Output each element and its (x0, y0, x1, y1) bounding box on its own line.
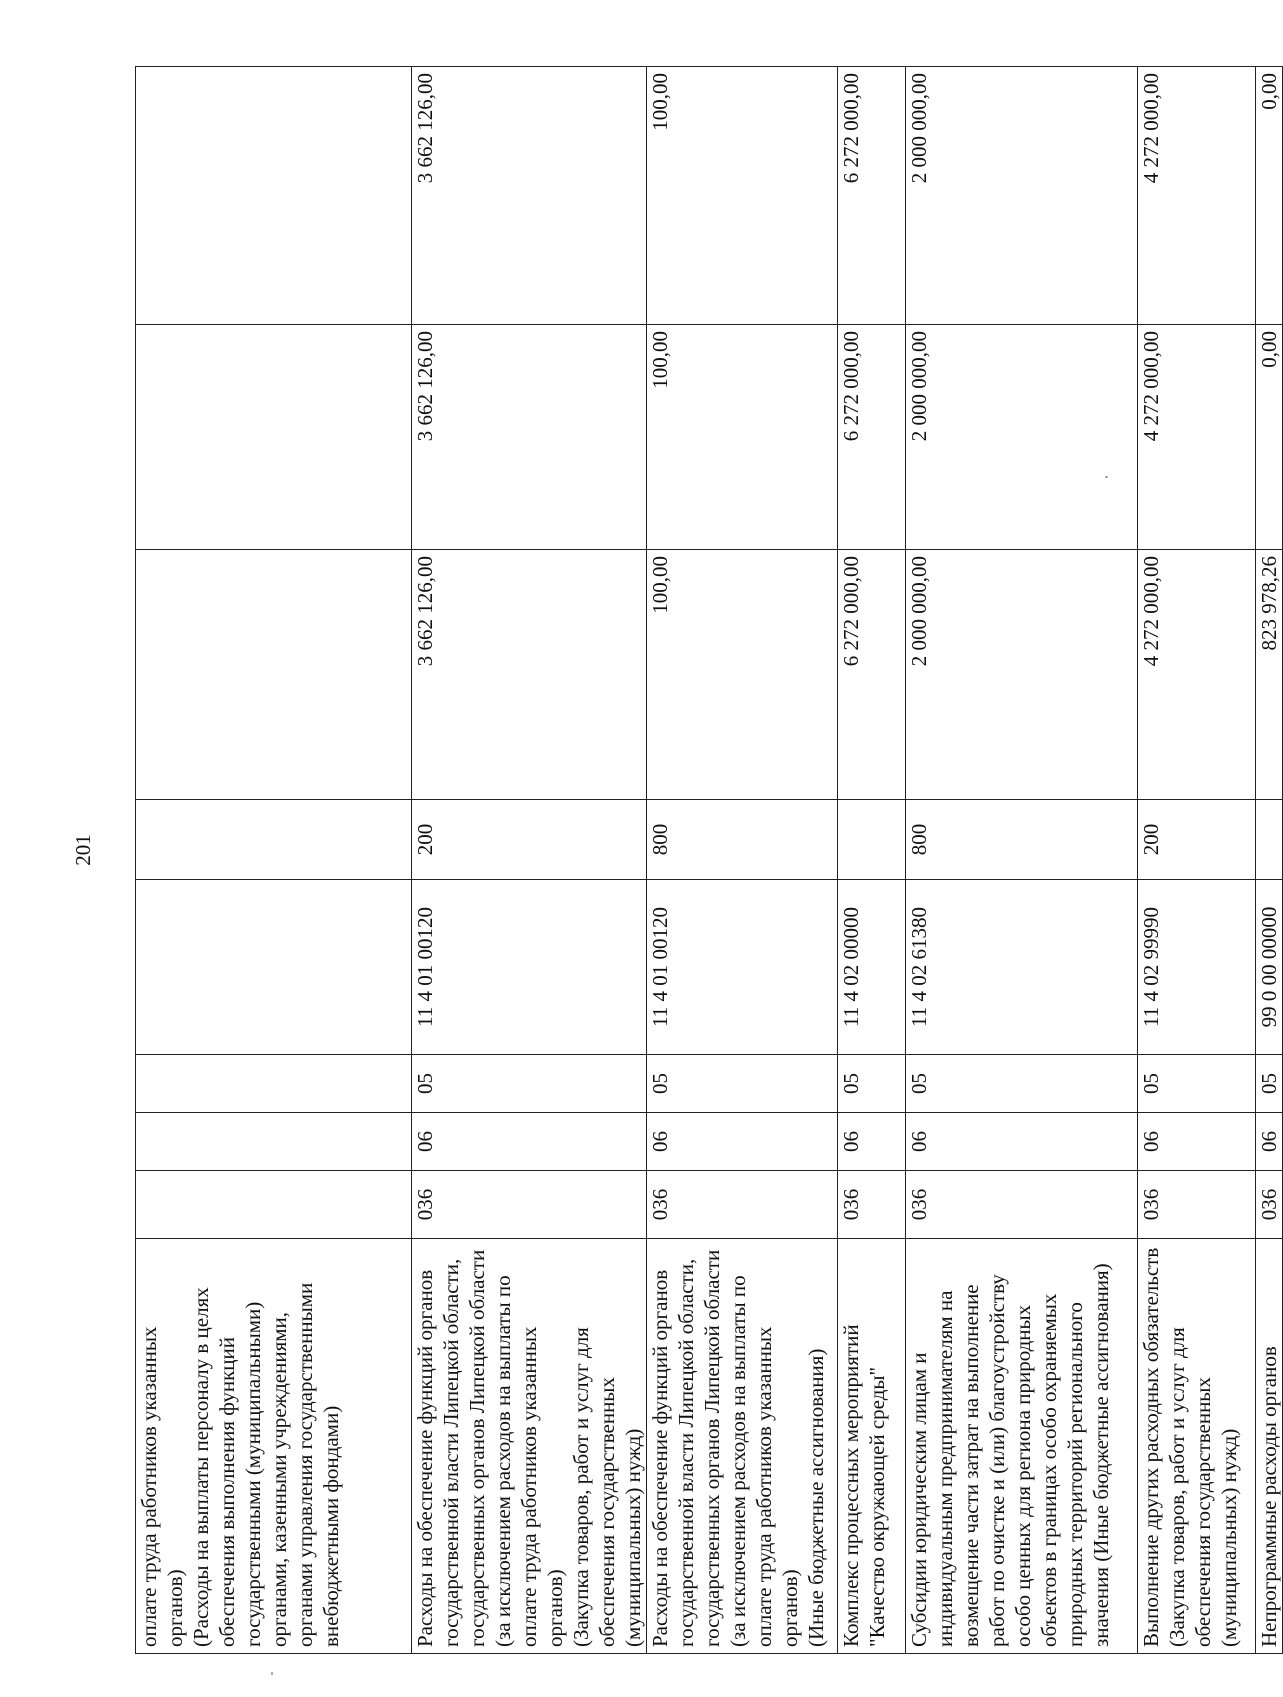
section-code: 06 (1256, 1113, 1283, 1171)
table-row (838, 67, 906, 1654)
expense-type-code (136, 800, 412, 880)
amount-year-1: 100,00 (647, 550, 838, 800)
subsection-code: 05 (412, 1055, 647, 1113)
expense-type-code: 200 (412, 800, 647, 880)
amount-year-1: 823 978,26 (1256, 550, 1283, 800)
row-description: Расходы на обеспечение функций органов государственной власти Липецкой области, государственных органов Липецкой области (за исключением расходов на выплаты по оплате труда работников указанных органов) (Иные бюджетные ассигнования) (647, 1239, 838, 1654)
amount-year-1: 3 662 126,00 (412, 550, 647, 800)
table-row (1256, 67, 1283, 1654)
subsection-code: 05 (1256, 1055, 1283, 1113)
amount-year-2 (136, 325, 412, 550)
amount-year-3: 100,00 (647, 67, 838, 325)
page-number: 201 (71, 834, 95, 866)
table-row (647, 67, 838, 1654)
grbs-code: 036 (1256, 1171, 1283, 1239)
grbs-code: 036 (412, 1171, 647, 1239)
subsection-code: 05 (647, 1055, 838, 1113)
amount-year-3: 6 272 000,00 (838, 67, 906, 325)
amount-year-2: 100,00 (647, 325, 838, 550)
table-row (412, 67, 647, 1654)
budget-table-rotated (135, 67, 1281, 1654)
amount-year-1: 4 272 000,00 (1138, 550, 1256, 800)
expense-type-code: 800 (906, 800, 1138, 880)
target-article-code: 11 4 01 00120 (647, 880, 838, 1055)
amount-year-2: 3 662 126,00 (412, 325, 647, 550)
amount-year-2: 2 000 000,00 (906, 325, 1138, 550)
target-article-code: 11 4 02 00000 (838, 880, 906, 1055)
amount-year-3: 2 000 000,00 (906, 67, 1138, 325)
amount-year-3: 3 662 126,00 (412, 67, 647, 325)
table-row (136, 67, 412, 1654)
target-article-code: 11 4 02 61380 (906, 880, 1138, 1055)
row-description: оплате труда работников указанных органов) (Расходы на выплаты персоналу в целях обеспечения выполнения функций государственными (муниципальными) органами, казенными учреждениями, органами управления государственными внебюджетными фондами) (136, 1239, 412, 1654)
grbs-code: 036 (1138, 1171, 1256, 1239)
section-code: 06 (906, 1113, 1138, 1171)
amount-year-1 (136, 550, 412, 800)
target-article-code (136, 880, 412, 1055)
row-description: Расходы на обеспечение функций органов государственной власти Липецкой области, государственных органов Липецкой области (за исключением расходов на выплаты по оплате труда работников указанных органов) (Закупка товаров, работ и услуг для обеспечения государственных (муниципальных) нужд) (412, 1239, 647, 1654)
amount-year-2: 6 272 000,00 (838, 325, 906, 550)
amount-year-3 (136, 67, 412, 325)
amount-year-3: 0,00 (1256, 67, 1283, 325)
section-code: 06 (838, 1113, 906, 1171)
expense-type-code: 200 (1138, 800, 1256, 880)
subsection-code (136, 1055, 412, 1113)
row-description: Комплекс процессных мероприятий "Качество окружающей среды" (838, 1239, 906, 1654)
amount-year-2: 0,00 (1256, 325, 1283, 550)
scan-speck (271, 1672, 273, 1675)
expense-type-code (838, 800, 906, 880)
expense-type-code: 800 (647, 800, 838, 880)
table-row (1138, 67, 1256, 1654)
subsection-code: 05 (906, 1055, 1138, 1113)
subsection-code: 05 (1138, 1055, 1256, 1113)
row-description: Выполнение других расходных обязательств (Закупка товаров, работ и услуг для обеспечения государственных (муниципальных) нужд) (1138, 1239, 1256, 1654)
amount-year-1: 6 272 000,00 (838, 550, 906, 800)
amount-year-2: 4 272 000,00 (1138, 325, 1256, 550)
scan-speck (1105, 476, 1108, 478)
target-article-code: 11 4 02 99990 (1138, 880, 1256, 1055)
section-code: 06 (412, 1113, 647, 1171)
grbs-code: 036 (647, 1171, 838, 1239)
grbs-code: 036 (838, 1171, 906, 1239)
grbs-code (136, 1171, 412, 1239)
row-description: Непрограммные расходы органов (1256, 1239, 1283, 1654)
amount-year-1: 2 000 000,00 (906, 550, 1138, 800)
subsection-code: 05 (838, 1055, 906, 1113)
table-row (906, 67, 1138, 1654)
grbs-code: 036 (906, 1171, 1138, 1239)
budget-table (135, 66, 1283, 1654)
section-code: 06 (647, 1113, 838, 1171)
section-code (136, 1113, 412, 1171)
row-description: Субсидии юридическим лицам и индивидуальным предпринимателям на возмещение части затрат на выполнение работ по очистке и (или) благоустройству особо ценных для региона природных объектов в границах особо охраняемых природных территорий регионального значения (Иные бюджетные ассигнования) (906, 1239, 1138, 1654)
amount-year-3: 4 272 000,00 (1138, 67, 1256, 325)
target-article-code: 99 0 00 00000 (1256, 880, 1283, 1055)
target-article-code: 11 4 01 00120 (412, 880, 647, 1055)
section-code: 06 (1138, 1113, 1256, 1171)
expense-type-code (1256, 800, 1283, 880)
